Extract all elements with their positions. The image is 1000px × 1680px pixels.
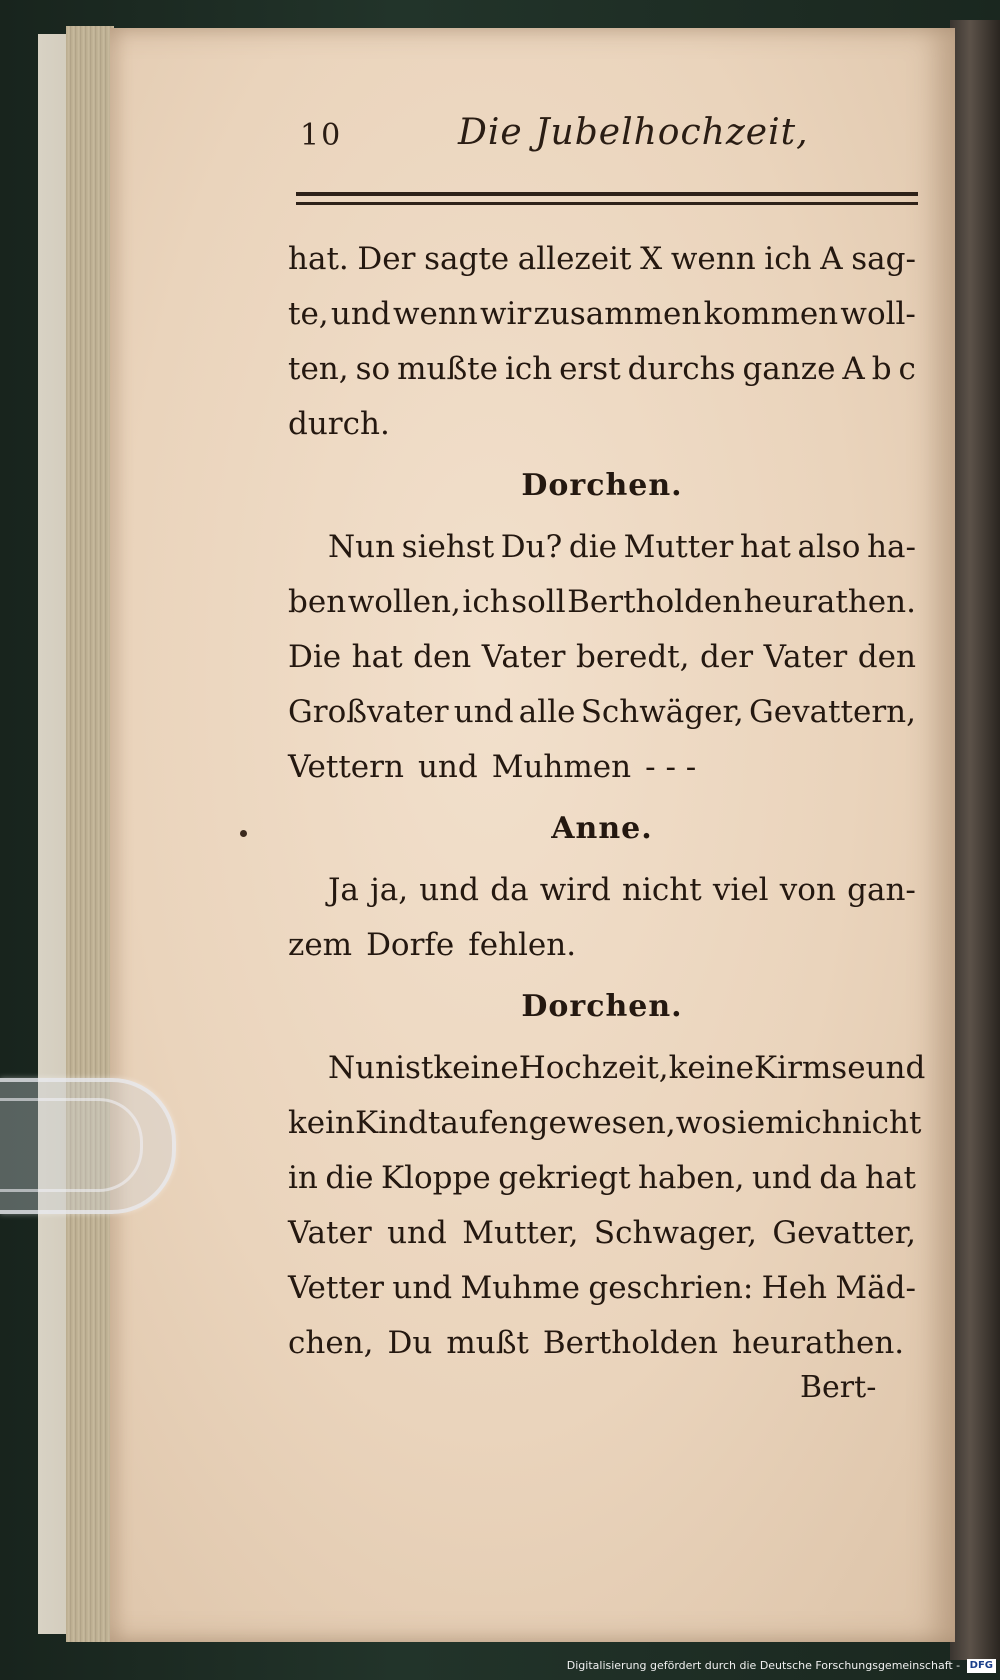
word: viel (712, 872, 769, 908)
word: erst (559, 351, 621, 387)
paragraph-4 (288, 1041, 926, 1371)
word: Gevatter, (772, 1215, 916, 1251)
word: Heh (761, 1270, 828, 1306)
page-header (300, 112, 860, 162)
word: und (751, 1160, 812, 1196)
word: gan- (847, 872, 916, 908)
word: wird (539, 872, 611, 908)
word: A (842, 351, 865, 387)
word: te, (288, 296, 329, 332)
word: und (453, 694, 514, 730)
text-line (288, 1096, 922, 1151)
credit-text: Digitalisierung gefördert durch die Deutsche Forschungsgemeinschaft - (566, 1659, 961, 1672)
word: ganze (742, 351, 836, 387)
word: sagte (424, 241, 510, 277)
running-title: Die Jubelhochzeit, (458, 112, 809, 153)
page-stack-edges (66, 26, 114, 1642)
word: ich (462, 584, 510, 620)
word: von (779, 872, 836, 908)
word: keine (668, 1050, 754, 1086)
word: der (700, 639, 754, 675)
word: hat. (288, 241, 349, 277)
text-line (288, 520, 916, 575)
word: ist (395, 1050, 434, 1086)
word: sag- (851, 241, 916, 277)
text-block (288, 232, 926, 1371)
word: Nun (328, 1050, 396, 1086)
text-line (288, 1151, 916, 1206)
word: X (640, 241, 663, 277)
word: b (871, 351, 892, 387)
word: ha- (867, 529, 916, 565)
word: und (417, 749, 478, 785)
word: in (288, 1160, 318, 1196)
word: Kloppe (380, 1160, 491, 1196)
word: A (820, 241, 843, 277)
catchword: Bert- (800, 1370, 877, 1405)
word: wenn (670, 241, 756, 277)
word: beredt, (575, 639, 690, 675)
word: ja, (370, 872, 409, 908)
paragraph-1 (288, 232, 916, 452)
text-line (288, 232, 916, 287)
word: zusammen (533, 296, 702, 332)
paragraph-2 (288, 520, 916, 795)
word: ich (504, 351, 553, 387)
text-line (288, 1261, 916, 1316)
word: Kirmse (754, 1050, 866, 1086)
word: wollen, (347, 584, 461, 620)
word: soll (511, 584, 566, 620)
word: Vettern (288, 749, 404, 785)
word: Bertholden (542, 1325, 718, 1361)
word: Die (288, 639, 342, 675)
word: die (568, 529, 617, 565)
text-line (288, 342, 916, 397)
word: Schwäger, (580, 694, 744, 730)
word: gewesen, (528, 1105, 676, 1141)
word: Gevattern, (748, 694, 916, 730)
word: den (857, 639, 916, 675)
page-holder-clip-inner (0, 1098, 143, 1192)
book-cover-edge (950, 20, 1000, 1660)
word: Muhmen (491, 749, 632, 785)
speaker-name: Dorchen. (521, 468, 683, 503)
word: und (392, 1270, 453, 1306)
word: da (490, 872, 529, 908)
word: alle (518, 694, 576, 730)
text-line (288, 685, 916, 740)
word: nicht (622, 872, 702, 908)
word: hat (865, 1160, 916, 1196)
word: die (325, 1160, 374, 1196)
word: und (330, 296, 391, 332)
word: Ja (328, 872, 359, 908)
word: Nun (328, 529, 396, 565)
word: und (419, 872, 480, 908)
word: Der (357, 241, 416, 277)
word: heurathen. (743, 584, 916, 620)
word: da (819, 1160, 858, 1196)
word: allezeit (517, 241, 632, 277)
word: durchs (627, 351, 736, 387)
text-line (288, 918, 916, 973)
word: hat (351, 639, 403, 675)
word: c (898, 351, 916, 387)
word: Du (387, 1325, 433, 1361)
header-rule-thick (296, 192, 918, 196)
word: Großvater (288, 694, 449, 730)
word: Schwager, (593, 1215, 757, 1251)
page-holder-clip (0, 1078, 176, 1214)
word: heurathen. (731, 1325, 905, 1361)
word: Du? (500, 529, 563, 565)
word: chen, (288, 1325, 374, 1361)
text-line (288, 630, 916, 685)
word: zem (288, 927, 353, 963)
page-number: 10 (300, 118, 343, 153)
word: den (413, 639, 472, 675)
word: durch. (288, 406, 390, 442)
word: ich (764, 241, 812, 277)
word: ben (288, 584, 347, 620)
word: Dorfe (366, 927, 455, 963)
word: Vater (481, 639, 566, 675)
word: Kindtaufen (355, 1105, 529, 1141)
word: Mutter, (462, 1215, 579, 1251)
word: haben, (638, 1160, 745, 1196)
word: Muhme (460, 1270, 580, 1306)
word: woll- (840, 296, 916, 332)
word: kommen (703, 296, 839, 332)
word: Vater (288, 1215, 372, 1251)
word: hat (739, 529, 791, 565)
word: so (355, 351, 391, 387)
word: fehlen. (468, 927, 577, 963)
text-line (288, 1316, 916, 1371)
word: und (387, 1215, 447, 1251)
word: siehst (401, 529, 495, 565)
word: wir (480, 296, 532, 332)
word: wenn (392, 296, 478, 332)
word: sie (720, 1105, 766, 1141)
word: Vater (763, 639, 848, 675)
word: mußte (397, 351, 498, 387)
dfg-logo: DFG (967, 1659, 996, 1673)
word: Vetter (288, 1270, 384, 1306)
text-line (288, 1041, 926, 1096)
word: Mutter (623, 529, 734, 565)
speaker-name: Anne. (551, 811, 653, 846)
digitization-credit (560, 1656, 996, 1676)
word: gekriegt (498, 1160, 631, 1196)
text-line (288, 740, 916, 795)
text-line (288, 397, 916, 452)
header-rule-thin (296, 202, 918, 205)
word: nicht (841, 1105, 922, 1141)
word: ten, (288, 351, 349, 387)
speaker-name: Dorchen. (521, 989, 683, 1024)
text-line (288, 575, 916, 630)
word: keine (433, 1050, 519, 1086)
ink-speck (240, 830, 247, 837)
word: Hochzeit, (518, 1050, 669, 1086)
paragraph-3 (288, 863, 916, 973)
word: geschrien: (588, 1270, 754, 1306)
word: also (797, 529, 861, 565)
word: mich (765, 1105, 842, 1141)
word: mußt (446, 1325, 529, 1361)
text-line (288, 287, 916, 342)
word: Mäd- (835, 1270, 916, 1306)
text-line (288, 863, 916, 918)
word: - - - (645, 749, 697, 785)
text-line (288, 1206, 916, 1261)
word: wo (675, 1105, 721, 1141)
word: Bertholden (567, 584, 743, 620)
word: kein (288, 1105, 356, 1141)
word: und (865, 1050, 926, 1086)
